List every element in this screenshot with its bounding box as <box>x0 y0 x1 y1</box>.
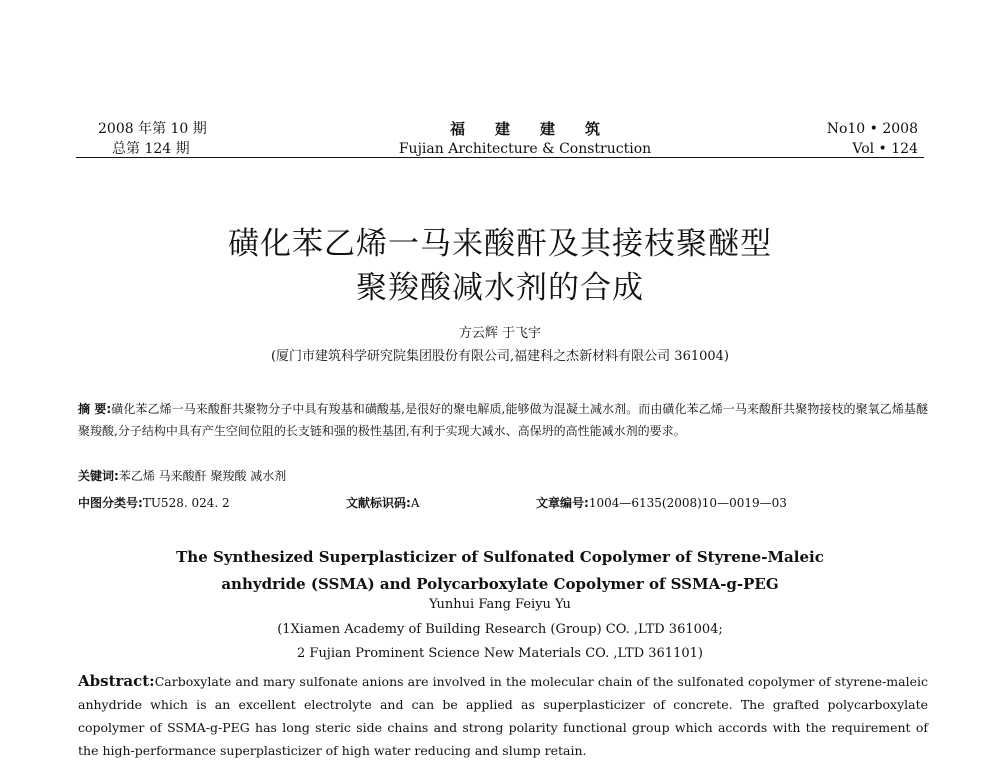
journal-name <box>390 119 660 159</box>
header-rule <box>76 157 924 158</box>
abstract-cn <box>78 398 928 442</box>
keywords-text: 苯乙烯 马来酸酐 聚羧酸 减水剂 <box>118 469 287 483</box>
affiliation-en-1: (1Xiamen Academy of Building Research (Group) CO. ,LTD 361004; <box>277 622 723 637</box>
abstract-cn-text: 磺化苯乙烯一马来酸酐共聚物分子中具有羧基和磺酸基,是很好的聚电解质,能够做为混凝土减水剂。而由磺化苯乙烯一马来酸酐共聚物接枝的聚氧乙烯基醚聚羧酸,分子结构中具有产生空间位阻的长支链和强的极性基团,有利于实现大减水、高保坍的高性能减水剂的要求。 <box>78 402 928 438</box>
clc-number <box>78 493 230 513</box>
title-line-2: 聚羧酸减水剂的合成 <box>356 270 644 306</box>
issue-total-number: 总第 124 期 <box>112 141 190 157</box>
paper-title-cn <box>0 222 1000 310</box>
article-number <box>536 493 787 513</box>
authors-en: Yunhui Fang Feiyu Yu <box>429 597 571 612</box>
journal-name-en: Fujian Architecture & Construction <box>398 141 652 157</box>
clc-value: TU528. 024. 2 <box>142 496 230 510</box>
article-number-label: 文章编号: <box>536 496 589 510</box>
paper-title-en <box>0 544 1000 598</box>
volume-number: Vol • 124 <box>852 141 918 157</box>
abstract-en-text: Carboxylate and mary sulfonate anions are involved in the molecular chain of the sulfonated copolymer of styrene-maleic anhydride which is an excellent electrolyte and can be applied as superplasticizer of concrete. The grafted polycarboxylate copolymer of SSMA-g-PEG has long steric side chains and strong polarity functional group which accords with the requirement of the high-performance superplasticizer of high water reducing and slump retain. <box>78 674 928 758</box>
title-line-1: 磺化苯乙烯一马来酸酐及其接枝聚醚型 <box>228 226 772 262</box>
authors-cn: 方云辉 于飞宇 <box>458 326 542 341</box>
en-title-line-2: anhydride (SSMA) and Polycarboxylate Copolymer of SSMA-g-PEG <box>221 575 779 593</box>
abstract-en-label: Abstract: <box>78 672 155 690</box>
en-title-line-1: The Synthesized Superplasticizer of Sulfonated Copolymer of Styrene-Maleic <box>176 548 824 566</box>
issue-year-number: 2008 年第 10 期 <box>98 121 207 137</box>
clc-label: 中图分类号: <box>78 496 143 510</box>
keywords <box>78 466 286 486</box>
journal-volume-info <box>827 119 918 159</box>
doc-code-label: 文献标识码: <box>346 496 411 510</box>
journal-issue-info <box>98 119 207 159</box>
journal-name-cn: 福建建筑 <box>449 120 630 138</box>
article-number-value: 1004—6135(2008)10—0019—03 <box>588 496 787 510</box>
issue-no-year: No10 • 2008 <box>826 121 918 137</box>
affiliation-cn: (厦门市建筑科学研究院集团股份有限公司,福建科之杰新材料有限公司 361004) <box>270 349 730 364</box>
keywords-label: 关键词: <box>78 469 119 483</box>
abstract-en <box>78 670 928 762</box>
document-code <box>346 493 419 513</box>
affiliation-en-2: 2 Fujian Prominent Science New Materials CO. ,LTD 361101) <box>297 646 703 661</box>
abstract-cn-label: 摘 要: <box>78 402 112 416</box>
doc-code-value: A <box>410 496 420 510</box>
